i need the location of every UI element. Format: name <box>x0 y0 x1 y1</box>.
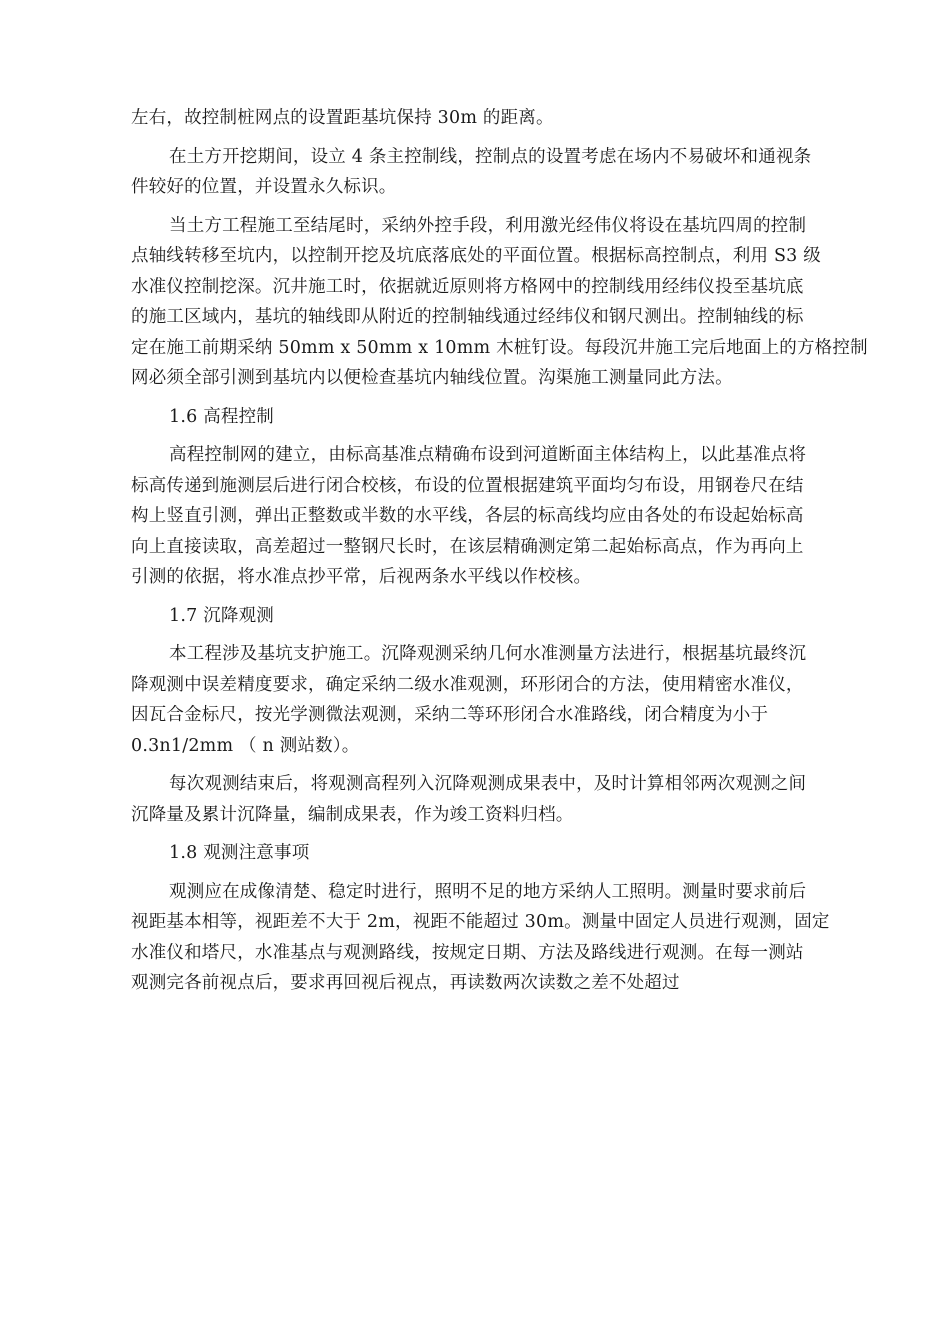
text-line: 观测完各前视点后，要求再回视后视点，再读数两次读数之差不处超过 <box>131 973 680 993</box>
text-line: 构上竖直引测，弹出正整数或半数的水平线，各层的标高线均应由各处的布设起始标高 <box>131 506 804 526</box>
paragraph <box>131 769 831 830</box>
paragraph-gap <box>131 761 831 769</box>
paragraph-continued <box>131 103 831 134</box>
text-line: 观测应在成像清楚、稳定时进行，照明不足的地方采纳人工照明。测量时要求前后 <box>169 881 807 902</box>
text-line: 定在施工前期采纳 50mm x 50mm x 10mm 木桩钉设。每段沉井施工完后地面上的方格控制 <box>131 337 868 358</box>
text-line: 因瓦合金标尺，按光学测微法观测，采纳二等环形闭合水准路线，闭合精度为小于 <box>131 705 769 725</box>
text-line: 水准仪控制挖深。沉井施工时，依据就近原则将方格网中的控制线用经纬仪投至基坑底 <box>131 276 804 297</box>
text-line: 引测的依据，将水准点抄平常，后视两条水平线以作校核。 <box>131 567 592 587</box>
text-line: 点轴线转移至坑内，以控制开挖及坑底落底处的平面位置。根据标高控制点，利用 S3 级 <box>131 246 821 266</box>
text-line: 降观测中误差精度要求，确定采纳二级水准观测，环形闭合的方法，使用精密水准仪， <box>131 674 804 695</box>
text-line: 件较好的位置，并设置永久标识。 <box>131 177 397 197</box>
paragraph-gap <box>131 394 831 402</box>
paragraph-gap <box>131 869 831 877</box>
paragraph-gap <box>131 593 831 601</box>
text-line: 的施工区域内，基坑的轴线即从附近的控制轴线通过经纬仪和钢尺测出。控制轴线的标 <box>131 307 804 327</box>
paragraph-gap <box>131 134 831 142</box>
paragraph <box>131 211 868 394</box>
text-line: 水准仪和塔尺，水准基点与观测路线，按规定日期、方法及路线进行观测。在每一测站 <box>131 942 804 963</box>
paragraph <box>131 440 831 593</box>
text-line: 左右，故控制桩网点的设置距基坑保持 30m 的距离。 <box>131 108 554 128</box>
document-page <box>131 103 868 999</box>
text-line: 标高传递到施测层后进行闭合校核，布设的位置根据建筑平面均匀布设，用钢卷尺在结 <box>131 475 804 496</box>
paragraph <box>131 142 831 203</box>
text-line: 网必须全部引测到基坑内以便检查基坑内轴线位置。沟渠施工测量同此方法。 <box>131 368 733 388</box>
paragraph <box>131 639 831 761</box>
paragraph-gap <box>131 432 831 440</box>
section-heading: 1.8 观测注意事项 <box>169 843 310 863</box>
paragraph-gap <box>131 203 831 211</box>
section-heading: 1.6 高程控制 <box>169 406 274 427</box>
text-line: 视距基本相等，视距差不大于 2m，视距不能超过 30m。测量中固定人员进行观测，固定 <box>131 912 830 932</box>
text-line: 本工程涉及基坑支护施工。沉降观测采纳几何水准测量方法进行，根据基坑最终沉 <box>169 644 807 664</box>
text-line: 高程控制网的建立，由标高基准点精确布设到河道断面主体结构上，以此基准点将 <box>169 445 807 465</box>
paragraph-gap <box>131 631 831 639</box>
text-line: 向上直接读取，高差超过一整钢尺长时，在该层精确测定第二起始标高点，作为再向上 <box>131 536 804 557</box>
text-line: 0.3n1/2mm （ n 测站数）。 <box>131 735 360 756</box>
paragraph-gap <box>131 830 831 838</box>
section-heading: 1.7 沉降观测 <box>169 605 274 626</box>
text-line: 沉降量及累计沉降量，编制成果表，作为竣工资料归档。 <box>131 804 574 825</box>
text-line: 当土方工程施工至结尾时，采纳外控手段，利用激光经伟仪将设在基坑四周的控制 <box>169 215 807 236</box>
text-line: 每次观测结束后，将观测高程列入沉降观测成果表中，及时计算相邻两次观测之间 <box>169 774 807 794</box>
paragraph <box>131 877 831 999</box>
text-line: 在土方开挖期间，设立 4 条主控制线，控制点的设置考虑在场内不易破坏和通视条 <box>169 146 812 167</box>
